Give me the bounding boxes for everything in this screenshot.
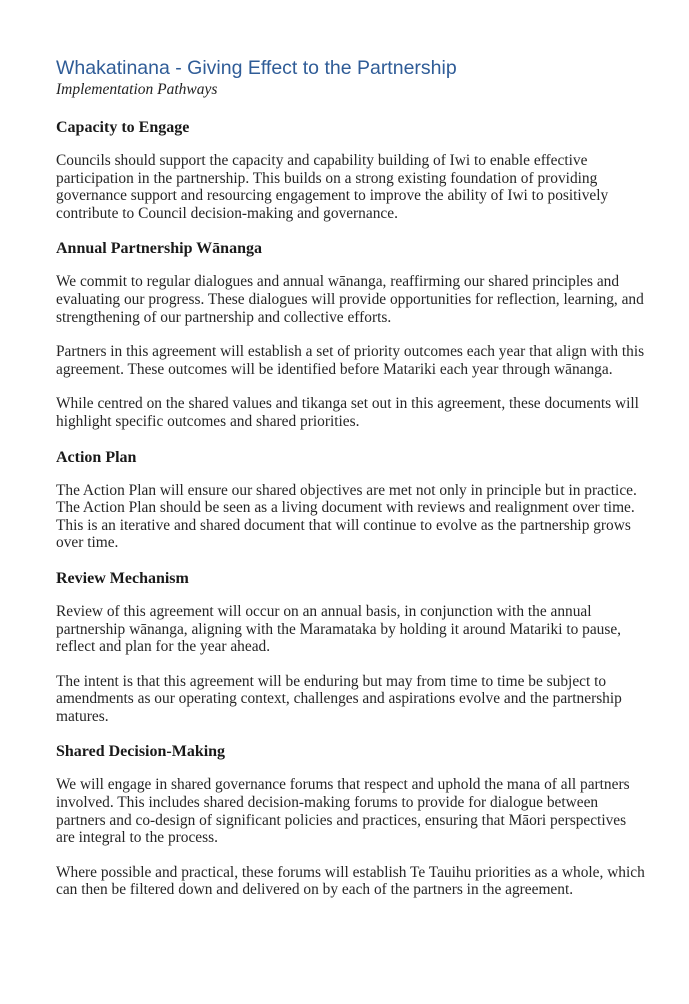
section-shared-decision-making: [56, 742, 646, 899]
paragraph: Councils should support the capacity and capability building of Iwi to enable effective participation in the partnership. This builds on a strong existing foundation of providing governance support and resourcing engagement to improve the ability of Iwi to positively contribute to Council decision-making and governance.: [56, 152, 609, 222]
section-action-plan: [56, 448, 646, 552]
paragraph: We will engage in shared governance forums that respect and uphold the mana of all partners involved. This includes shared decision-making forums to provide for dialogue between partners and co-design of significant policies and practices, ensuring that Māori perspectives are integral to the process.: [56, 776, 630, 847]
paragraph: The intent is that this agreement will be enduring but may from time to time be subject to amendments as our operating context, challenges and aspirations evolve and the partnership matures.: [56, 672, 622, 725]
section-heading: Action Plan: [56, 448, 137, 466]
document-page: [56, 56, 646, 916]
section-heading: Capacity to Engage: [56, 119, 190, 136]
paragraph: Where possible and practical, these forums will establish Te Tauihu priorities as a whole, which can then be filtered down and delivered on by each of the partners in the agreement.: [56, 863, 645, 899]
section-annual-partnership-wananga: [56, 239, 646, 430]
document-subtitle: Implementation Pathways: [56, 81, 218, 98]
section-heading: Review Mechanism: [56, 569, 189, 587]
section-review-mechanism: [56, 569, 646, 726]
paragraph: We commit to regular dialogues and annual wānanga, reaffirming our shared principles and evaluating our progress. These dialogues will provide opportunities for reflection, learning, and strengthening of our partnership and collective efforts.: [56, 273, 644, 326]
section-heading: Shared Decision-Making: [56, 743, 226, 761]
section-capacity-to-engage: [56, 118, 646, 222]
paragraph: While centred on the shared values and tikanga set out in this agreement, these documents will highlight specific outcomes and shared priorities.: [56, 395, 639, 430]
paragraph: Review of this agreement will occur on an annual basis, in conjunction with the annual partnership wānanga, aligning with the Maramataka by holding it around Matariki to pause, reflect and plan for the year ahead.: [56, 602, 622, 656]
document-title: Whakatinana - Giving Effect to the Partnership: [56, 57, 457, 79]
section-heading: Annual Partnership Wānanga: [56, 240, 262, 258]
paragraph: The Action Plan will ensure our shared objectives are met not only in principle but in practice. The Action Plan should be seen as a living document with reviews and realignment over time. This is an iterative and shared document that will continue to evolve as the partnership grows over time.: [56, 481, 637, 552]
paragraph: Partners in this agreement will establish a set of priority outcomes each year that align with this agreement. These outcomes will be identified before Matariki each year through wānanga.: [56, 343, 645, 378]
